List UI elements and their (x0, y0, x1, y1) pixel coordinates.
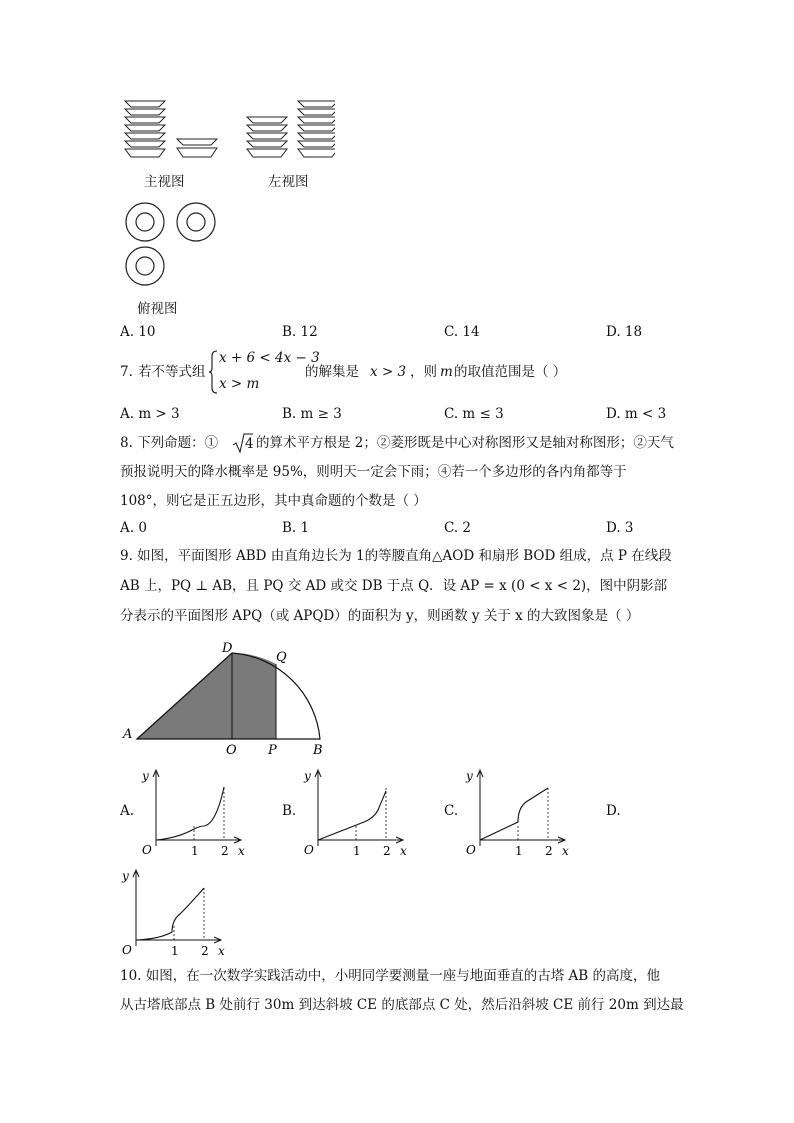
q9-graph-c (464, 766, 579, 861)
q8-line3: 108°，则它是正五边形，其中真命题的个数是（ ） (120, 493, 427, 509)
front-view-drawing (125, 101, 217, 157)
tick-1-label: 1 (515, 844, 523, 858)
q9-line2: AB 上，PQ ⊥ AB，且 PQ 交 AD 或交 DB 于点 Q．设 AP = x (0 < x < 2)，图中阴影部 (120, 578, 668, 594)
q10-line1: 10. 如图，在一次数学实践活动中，小明同学要测量一座与地面垂直的古塔 AB 的高度，他 (120, 968, 661, 984)
origin-label: O (142, 843, 152, 857)
q9-option-a-label: A. (120, 803, 135, 819)
y-label: y (466, 769, 473, 783)
tick-1-label: 1 (171, 944, 179, 958)
q8-line2: 预报说明天的降水概率是 95%，则明天一定会下雨；④若一个多边形的各内角都等于 (120, 464, 627, 480)
tick-2-label: 2 (201, 944, 209, 958)
x-label: x (238, 844, 245, 858)
origin-label: O (304, 843, 314, 857)
label-D: D (222, 641, 233, 656)
q9-option-b-label: B. (282, 803, 297, 819)
q7-var: m (440, 364, 453, 380)
shaded-region (137, 653, 276, 739)
top-view-caption: 俯视图 (137, 301, 178, 317)
q7-prefix: 若不等式组 (138, 364, 206, 380)
tick-2-label: 2 (545, 844, 553, 858)
three-views-figure (115, 95, 335, 295)
q9-graph-a (140, 766, 255, 861)
label-O: O (226, 743, 237, 758)
x-label: x (562, 844, 569, 858)
q7-option-d: D. m < 3 (606, 406, 667, 422)
q7-tail1: ，则 (410, 364, 437, 380)
origin-label: O (466, 843, 476, 857)
x-label: x (218, 944, 225, 958)
y-label: y (142, 769, 149, 783)
q9-line3: 分表示的平面图形 APQ（或 APQD）的面积为 y，则函数 y 关于 x 的大致图象是（ ） (120, 608, 640, 624)
q8-line1a: 8. 下列命题：① (120, 435, 219, 451)
q6-option-b: B. 12 (282, 324, 318, 340)
q9-option-d-label: D. (606, 803, 621, 819)
left-view-caption: 左视图 (268, 174, 309, 190)
function-curve (156, 787, 224, 840)
q8-option-a: A. 0 (120, 520, 147, 536)
q9-line1: 9. 如图，平面图形 ABD 由直角边长为 1的等腰直角△AOD 和扇形 BOD 组成，点 P 在线段 (120, 548, 672, 564)
label-P: P (268, 743, 277, 758)
q6-option-d: D. 18 (606, 324, 643, 340)
q7-tail2: 的取值范围是（ ） (454, 364, 567, 380)
y-label: y (122, 869, 129, 883)
tick-1-label: 1 (353, 844, 361, 858)
q9-main-figure (115, 640, 340, 760)
top-view-drawing (126, 203, 215, 285)
tick-2-label: 2 (383, 844, 391, 858)
q7-mid: 的解集是 (305, 364, 359, 380)
q8-line1b: 的算术平方根是 2；②菱形既是中心对称图形又是轴对称图形；②天气 (256, 435, 674, 451)
q8-option-b: B. 1 (282, 520, 310, 536)
label-B: B (313, 743, 323, 758)
q7-option-a: A. m > 3 (120, 406, 180, 422)
q8-option-c: C. 2 (444, 520, 472, 536)
q7-system-brace (208, 350, 218, 394)
front-view-caption: 主视图 (144, 174, 185, 190)
q8-option-d: D. 3 (606, 520, 634, 536)
label-A: A (123, 727, 133, 742)
y-label: y (304, 769, 311, 783)
q8-sqrt-argument: 4 (245, 436, 254, 452)
function-curve (318, 791, 386, 840)
q9-option-c-label: C. (444, 803, 459, 819)
tick-1-label: 1 (191, 844, 199, 858)
q10-line2: 从古塔底部点 B 处前行 30m 到达斜坡 CE 的底部点 C 处，然后沿斜坡 CE 前行 20m 到达最 (120, 997, 684, 1013)
q7-option-b: B. m ≥ 3 (282, 406, 342, 422)
function-curve (136, 888, 204, 940)
label-Q: Q (276, 650, 287, 665)
q7-number: 7. (120, 364, 133, 380)
origin-label: O (122, 943, 132, 957)
left-view-drawing (247, 101, 335, 157)
q6-option-c: C. 14 (444, 324, 480, 340)
function-curve (480, 788, 548, 840)
q7-condition: x > 3 (370, 364, 407, 380)
x-label: x (400, 844, 407, 858)
q6-option-a: A. 10 (120, 324, 156, 340)
q9-graph-d (120, 866, 235, 961)
q7-inequality-1: x + 6 < 4x − 3 (219, 350, 320, 366)
q9-graph-b (302, 766, 417, 861)
tick-2-label: 2 (221, 844, 229, 858)
q7-inequality-2: x > m (219, 376, 260, 392)
q7-option-c: C. m ≤ 3 (444, 406, 504, 422)
